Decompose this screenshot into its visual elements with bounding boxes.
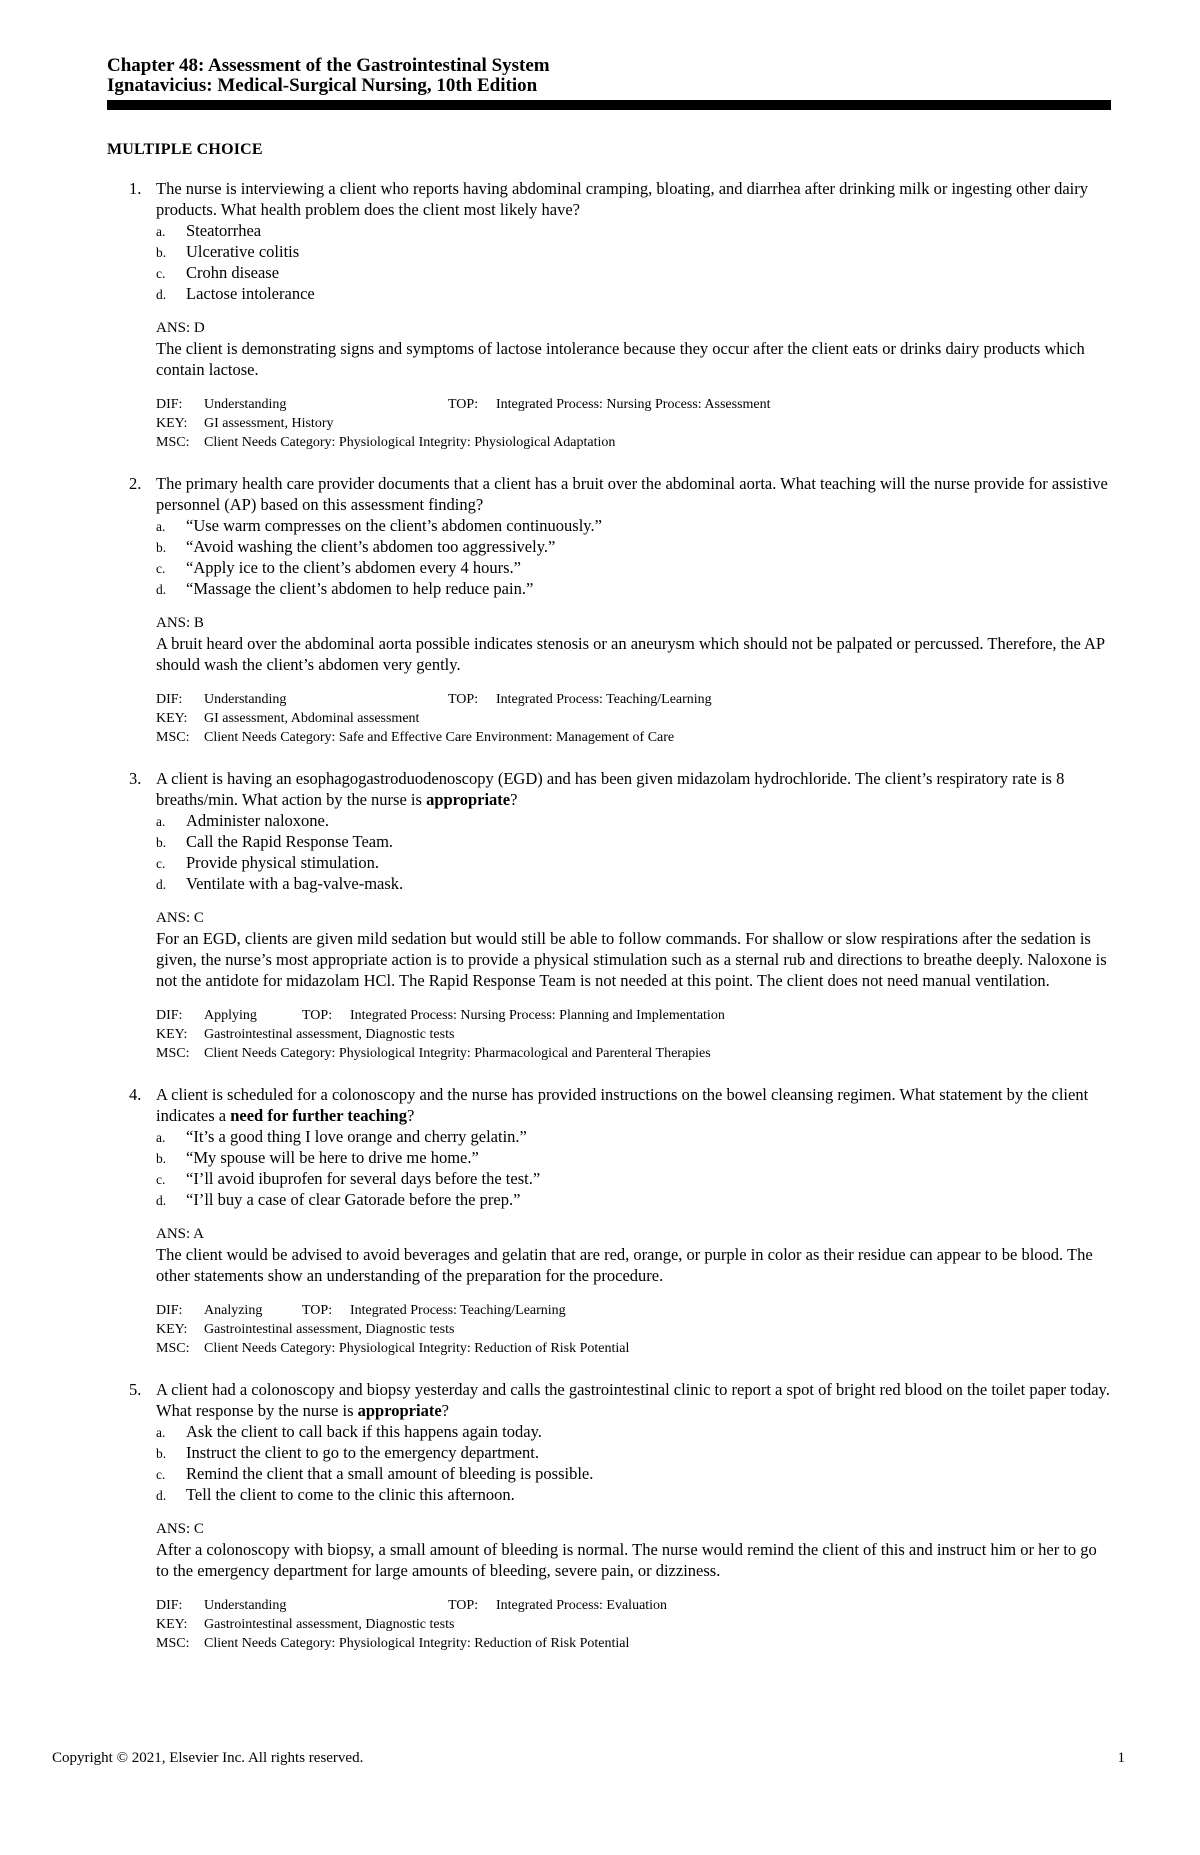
option: a. Ask the client to call back if this happens again today. [156, 1422, 542, 1441]
question-stem: The primary health care provider documents that a client has a bruit over the abdominal aorta. What teaching will the nurse provide for assistive personnel (AP) based on this assessment finding? [156, 474, 1108, 514]
chapter-title: Chapter 48: Assessment of the Gastrointestinal System [107, 55, 550, 76]
answer-key: ANS: C [156, 1521, 204, 1537]
question [107, 1379, 1111, 1653]
option: c. Remind the client that a small amount of bleeding is possible. [156, 1464, 594, 1483]
keywords: GI assessment, Abdominal assessment [204, 711, 420, 726]
rationale: After a colonoscopy with biopsy, a small amount of bleeding is normal. The nurse would remind the client of this and instruct him or her to go to the emergency department for large amounts of bleeding, severe pain, or dizziness. [156, 1540, 1097, 1580]
client-needs: Client Needs Category: Physiological Integrity: Reduction of Risk Potential [204, 1636, 630, 1651]
question [107, 178, 1111, 452]
option: d. Lactose intolerance [156, 284, 315, 303]
answer-key: ANS: B [156, 615, 204, 631]
question-number: 5. [129, 1380, 142, 1399]
question-metadata: DIF: Analyzing TOP: Integrated Process: Teaching/Learning KEY: Gastrointestinal assessment, Diagnostic tests MSC: Client Needs Category: Physiological Integrity: Reduction of Risk Potential [156, 1303, 630, 1356]
question-number: 2. [129, 474, 142, 493]
difficulty: Understanding [204, 1598, 287, 1613]
difficulty: Understanding [204, 692, 287, 707]
option: d. “Massage the client’s abdomen to help reduce pain.” [156, 579, 534, 598]
option: b. Call the Rapid Response Team. [156, 832, 394, 851]
question-metadata: DIF: Applying TOP: Integrated Process: Nursing Process: Planning and Implementation KEY: Gastrointestinal assessment, Diagnostic tests MSC: Client Needs Category: Physiological Integrity: Pharmacological and Parenteral Therapies [156, 1008, 725, 1061]
answer-options [156, 1421, 1111, 1505]
question-number: 4. [129, 1085, 142, 1104]
keywords: Gastrointestinal assessment, Diagnostic tests [204, 1027, 455, 1042]
option: b. “My spouse will be here to drive me home.” [156, 1148, 479, 1167]
page-footer [52, 1750, 1125, 1767]
question-stem: A client is having an esophagogastroduodenoscopy (EGD) and has been given midazolam hydrochloride. The client’s respiratory rate is 8 breaths/min. What action by the nurse is appropriate? [156, 769, 1065, 809]
option: c. Crohn disease [156, 263, 280, 282]
rationale: A bruit heard over the abdominal aorta possible indicates stenosis or an aneurysm which should not be palpated or percussed. Therefore, the AP should wash the client’s abdomen very gently. [156, 634, 1105, 674]
question-stem: The nurse is interviewing a client who reports having abdominal cramping, bloating, and diarrhea after drinking milk or ingesting other dairy products. What health problem does the client most likely have? [156, 179, 1088, 219]
question-number: 3. [129, 769, 142, 788]
answer-options [156, 515, 1111, 599]
difficulty: Applying [204, 1008, 257, 1023]
question-stem: A client is scheduled for a colonoscopy and the nurse has provided instructions on the bowel cleansing regimen. What statement by the client indicates a need for further teaching? [156, 1085, 1089, 1125]
option: a. “Use warm compresses on the client’s abdomen continuously.” [156, 516, 602, 535]
option: c. “I’ll avoid ibuprofen for several days before the test.” [156, 1169, 541, 1188]
question-list [107, 178, 1111, 1653]
topic: Integrated Process: Evaluation [496, 1598, 668, 1613]
document-header [107, 56, 1111, 96]
rationale: The client is demonstrating signs and symptoms of lactose intolerance because they occur after the client eats or drinks dairy products which contain lactose. [156, 339, 1085, 379]
option: a. Steatorrhea [156, 221, 262, 240]
question [107, 473, 1111, 747]
question-number: 1. [129, 179, 142, 198]
option: a. “It’s a good thing I love orange and cherry gelatin.” [156, 1127, 527, 1146]
client-needs: Client Needs Category: Safe and Effective Care Environment: Management of Care [204, 730, 675, 745]
answer-key: ANS: C [156, 910, 204, 926]
option: d. “I’ll buy a case of clear Gatorade before the prep.” [156, 1190, 521, 1209]
question [107, 768, 1111, 1063]
client-needs: Client Needs Category: Physiological Integrity: Physiological Adaptation [204, 435, 616, 450]
question [107, 1084, 1111, 1358]
answer-options [156, 810, 1111, 894]
option: d. Tell the client to come to the clinic this afternoon. [156, 1485, 515, 1504]
section-title: MULTIPLE CHOICE [107, 141, 263, 158]
rationale: The client would be advised to avoid beverages and gelatin that are red, orange, or purple in color as their residue can appear to be blood. The other statements show an understanding of the preparation for the procedure. [156, 1245, 1093, 1285]
page-number: 1 [1117, 1750, 1125, 1766]
keywords: GI assessment, History [204, 416, 334, 431]
keywords: Gastrointestinal assessment, Diagnostic tests [204, 1617, 455, 1632]
topic: Integrated Process: Teaching/Learning [496, 692, 712, 707]
answer-options [156, 220, 1111, 304]
answer-key: ANS: A [156, 1226, 204, 1242]
answer-key: ANS: D [156, 320, 205, 336]
topic: Integrated Process: Teaching/Learning [350, 1303, 566, 1318]
option: b. Ulcerative colitis [156, 242, 300, 261]
question-stem: A client had a colonoscopy and biopsy yesterday and calls the gastrointestinal clinic to report a spot of bright red blood on the toilet paper today. What response by the nurse is appropriate? [156, 1380, 1110, 1420]
option: d. Ventilate with a bag-valve-mask. [156, 874, 404, 893]
option: a. Administer naloxone. [156, 811, 329, 830]
rationale: For an EGD, clients are given mild sedation but would still be able to follow commands. For shallow or slow respirations after the sedation is given, the nurse’s most appropriate action is to provide a physical stimulation such as a sternal rub and directions to breathe deeply. Naloxone is not the antidote for midazolam HCl. The Rapid Response Team is not needed at this point. The client does not need manual ventilation. [156, 929, 1107, 990]
topic: Integrated Process: Nursing Process: Planning and Implementation [350, 1008, 725, 1023]
option: b. Instruct the client to go to the emergency department. [156, 1443, 539, 1462]
question-metadata: DIF: Understanding TOP: Integrated Process: Evaluation KEY: Gastrointestinal assessment, Diagnostic tests MSC: Client Needs Category: Physiological Integrity: Reduction of Risk Potential [156, 1598, 668, 1651]
option: c. “Apply ice to the client’s abdomen every 4 hours.” [156, 558, 521, 577]
difficulty: Understanding [204, 397, 287, 412]
question-metadata: DIF: Understanding TOP: Integrated Process: Teaching/Learning KEY: GI assessment, Abdominal assessment MSC: Client Needs Category: Safe and Effective Care Environment: Management of Care [156, 692, 712, 745]
header-rule [107, 100, 1111, 110]
difficulty: Analyzing [204, 1303, 263, 1318]
question-metadata: DIF: Understanding TOP: Integrated Process: Nursing Process: Assessment KEY: GI assessment, History MSC: Client Needs Category: Physiological Integrity: Physiological Adaptation [156, 397, 771, 450]
answer-options [156, 1126, 1111, 1210]
book-title: Ignatavicius: Medical-Surgical Nursing, 10th Edition [107, 75, 538, 96]
option: c. Provide physical stimulation. [156, 853, 379, 872]
client-needs: Client Needs Category: Physiological Integrity: Pharmacological and Parenteral Therapies [204, 1046, 711, 1061]
keywords: Gastrointestinal assessment, Diagnostic tests [204, 1322, 455, 1337]
topic: Integrated Process: Nursing Process: Assessment [496, 397, 771, 412]
copyright-notice: Copyright © 2021, Elsevier Inc. All rights reserved. [52, 1750, 364, 1766]
client-needs: Client Needs Category: Physiological Integrity: Reduction of Risk Potential [204, 1341, 630, 1356]
option: b. “Avoid washing the client’s abdomen too aggressively.” [156, 537, 556, 556]
